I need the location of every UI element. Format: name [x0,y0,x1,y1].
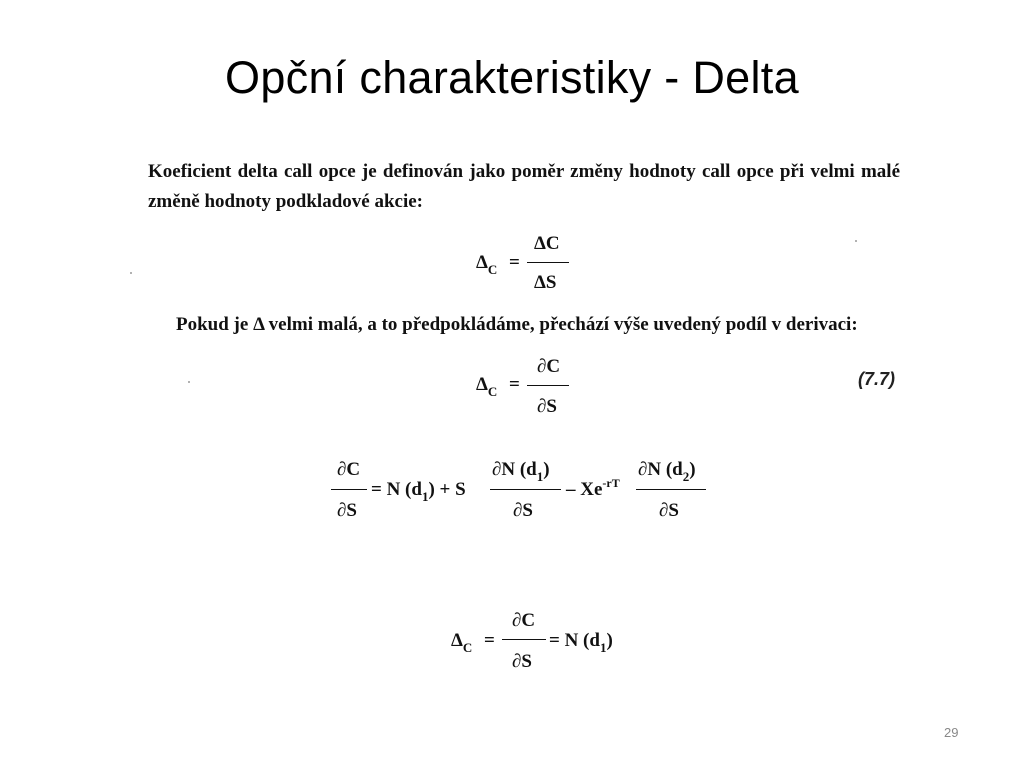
fraction-numerator: ∂C [537,356,561,377]
result-term: = N $(d_1)$ [549,630,613,655]
fraction-bar [636,489,706,490]
delta-symbol: $\Delta_C$ [476,374,498,399]
fraction-denominator: ∂S [513,500,533,521]
fraction-bar [502,639,546,640]
slide-title: Opční charakteristiky - Delta [225,52,799,103]
first-term: = N $(d_1) + S$ [371,479,466,504]
fraction-numerator: ∂N $(d_2)$ [638,459,696,484]
fraction-bar [331,489,367,490]
derivative-paragraph: Pokud je Δ velmi malá, a to předpokládáme, přechází výše uvedený podíl v derivaci: [176,314,858,335]
scan-speck [855,240,857,242]
equals-sign: = [509,252,520,273]
fraction-denominator: ∂S [512,651,532,672]
fraction-bar [490,489,561,490]
fraction-numerator: ∂C [337,459,361,480]
definition-paragraph: Koeficient delta call opce je definován jako poměr změny hodnoty call opce při velmi malé změně hodnoty podkladové akcie: [148,161,900,212]
fraction-numerator: ∂N $(d_1)$ [492,459,550,484]
fraction-numerator: ∂C [512,610,536,631]
fraction-denominator: ∂S [537,396,557,417]
equation-number: (7.7) [858,369,896,389]
fraction-bar [527,385,569,386]
fraction-denominator: ΔS [534,272,557,293]
fraction-numerator: ΔC [534,233,560,254]
fraction-denominator: ∂S [337,500,357,521]
scan-speck [188,381,190,383]
scan-speck [130,272,132,274]
delta-symbol: $\Delta_C$ [451,630,473,655]
discount-term: – $Xe^{-rT}$ [566,476,620,500]
equals-sign: = [509,374,520,395]
fraction-bar [527,262,569,263]
page-number: 29 [944,725,959,740]
equals-sign: = [484,630,495,651]
delta-symbol: $\Delta_C$ [476,252,498,277]
fraction-denominator: ∂S [659,500,679,521]
